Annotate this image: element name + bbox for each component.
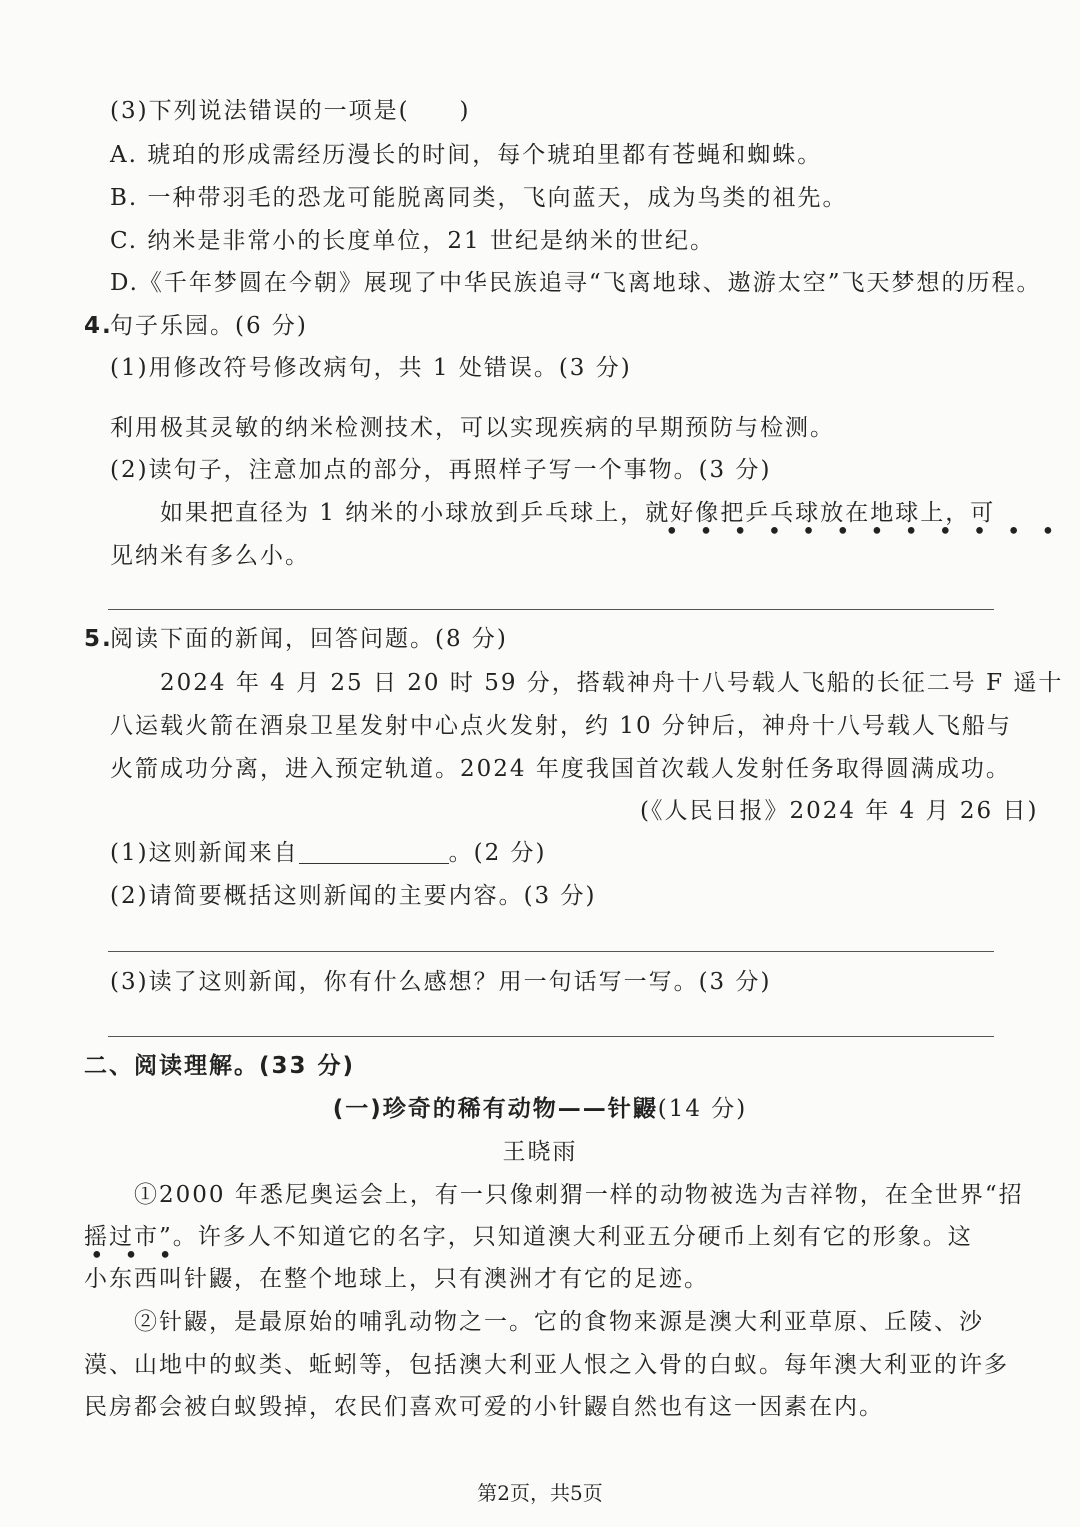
- q3-option-a: A. 琥珀的形成需经历漫长的时间，每个琥珀里都有苍蝇和蜘蛛。: [110, 142, 823, 168]
- q4-example-line1: 如果把直径为 1 纳米的小球放到乒乓球上，就好像把乒乓球放在地球上，可: [160, 500, 996, 526]
- q5-number: 5.: [84, 626, 113, 652]
- section-title: 二、阅读理解。(33 分): [84, 1053, 356, 1079]
- news-line3: 火箭成功分离，进入预定轨道。2024 年度我国首次载人发射任务取得圆满成功。: [110, 756, 1011, 782]
- q3-option-c: C. 纳米是非常小的长度单位，21 世纪是纳米的世纪。: [110, 228, 715, 254]
- paragraph1-line1: ①2000 年悉尼奥运会上，有一只像刺猬一样的动物被选为吉祥物，在全世界“招: [134, 1182, 1024, 1208]
- q4-sub1: (1)用修改符号修改病句，共 1 处错误。(3 分): [110, 355, 632, 381]
- news-source: (《人民日报》2024 年 4 月 26 日): [640, 798, 1039, 824]
- passage-title-text: (一)珍奇的稀有动物——针鼹: [332, 1096, 658, 1122]
- q3-option-d: D.《千年梦圆在今朝》展现了中华民族追寻“飞离地球、遨游太空”飞天梦想的历程。: [110, 270, 1042, 296]
- paragraph1-line2: 摇过市”。许多人不知道它的名字，只知道澳大利亚五分硬币上刻有它的形象。这: [84, 1224, 973, 1250]
- fill-blank[interactable]: [299, 841, 449, 864]
- q5-title: 阅读下面的新闻，回答问题。(8 分): [110, 626, 508, 652]
- q5-sub1: [110, 838, 546, 868]
- q5-sub1-score: 。(2 分): [448, 840, 547, 866]
- paragraph2-line1: ②针鼹，是最原始的哺乳动物之一。它的食物来源是澳大利亚草原、丘陵、沙: [134, 1309, 984, 1335]
- emphasis-dots: • • •: [90, 1243, 174, 1269]
- page-footer: 第2页，共5页: [477, 1481, 603, 1505]
- q4-number: 4.: [84, 313, 113, 339]
- answer-line: [108, 951, 994, 952]
- q4-sentence: 利用极其灵敏的纳米检测技术，可以实现疾病的早期预防与检测。: [110, 415, 835, 441]
- paragraph1-line3: 小东西叫针鼹，在整个地球上，只有澳洲才有它的足迹。: [84, 1266, 709, 1292]
- paragraph2-line3: 民房都会被白蚁毁掉，农民们喜欢可爱的小针鼹自然也有这一因素在内。: [84, 1394, 884, 1420]
- q5-sub3: (3)读了这则新闻，你有什么感想？用一句话写一写。(3 分): [110, 969, 772, 995]
- q4-example-line2: 见纳米有多么小。: [110, 543, 310, 569]
- passage-title: [0, 1094, 1080, 1124]
- q4-sub2: (2)读句子，注意加点的部分，再照样子写一个事物。(3 分): [110, 457, 772, 483]
- passage-score: (14 分): [657, 1096, 748, 1122]
- news-line2: 八运载火箭在酒泉卫星发射中心点火发射，约 10 分钟后，神舟十八号载人飞船与: [110, 713, 1012, 739]
- emphasis-dots: • • • • • • • • • • • •: [665, 519, 1057, 545]
- author: 王晓雨: [502, 1139, 578, 1165]
- answer-line: [108, 609, 994, 610]
- q5-sub2: (2)请简要概括这则新闻的主要内容。(3 分): [110, 883, 597, 909]
- q3-prompt: (3)下列说法错误的一项是( ): [110, 98, 471, 124]
- q4-title: 句子乐园。(6 分): [110, 313, 308, 339]
- answer-line: [108, 1036, 994, 1037]
- q3-option-b: B. 一种带羽毛的恐龙可能脱离同类，飞向蓝天，成为鸟类的祖先。: [110, 185, 848, 211]
- q5-sub1-text: (1)这则新闻来自: [110, 840, 299, 866]
- news-line1: 2024 年 4 月 25 日 20 时 59 分，搭载神舟十八号载人飞船的长征二号 F 遥十: [160, 670, 1064, 696]
- paragraph2-line2: 漠、山地中的蚁类、蚯蚓等，包括澳大利亚人恨之入骨的白蚁。每年澳大利亚的许多: [84, 1352, 1009, 1378]
